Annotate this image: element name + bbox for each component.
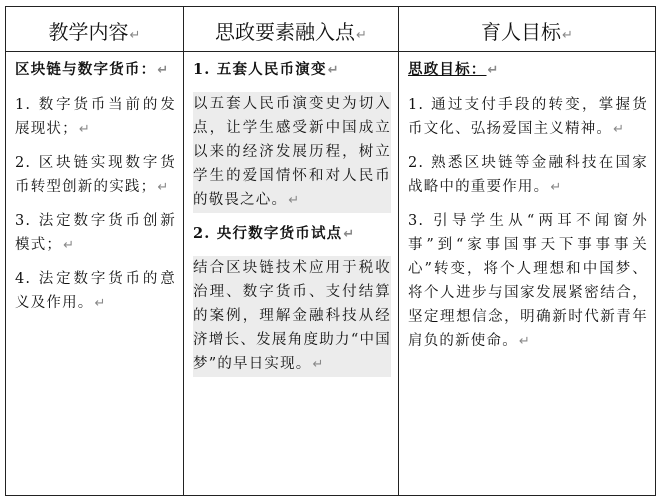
teaching-content-cell xyxy=(6,52,184,496)
header-row xyxy=(6,7,656,52)
content-row xyxy=(6,52,656,496)
content-title: 区块链与数字货币：↵ xyxy=(15,61,170,78)
education-goals-cell xyxy=(399,52,656,496)
section-heading: 2. 央行数字货币试点↵ xyxy=(193,225,356,242)
content-item: 3. 法定数字货币创新模式；↵ xyxy=(15,213,176,253)
section-heading: 1. 五套人民币演变↵ xyxy=(193,61,340,78)
paragraph-mark-icon: ↵ xyxy=(129,27,141,43)
paragraph-mark-icon: ↵ xyxy=(356,27,367,43)
goals-title: 思政目标：↵ xyxy=(408,61,500,78)
section-body: 以五套人民币演变史为切入点，让学生感受新中国成立以来的经济发展历程，树立学生的爱国情怀和对人民币的敬畏之心。↵ xyxy=(193,92,391,213)
header-education-goals: 育人目标↵ xyxy=(399,7,656,52)
goal-item: 1. 通过支付手段的转变，掌握货币文化、弘扬爱国主义精神。↵ xyxy=(408,97,648,137)
content-item: 4. 法定数字货币的意义及作用。↵ xyxy=(15,271,176,311)
section-body: 结合区块链技术应用于税收治理、数字货币、支付结算的案例，理解金融科技从经济增长、发展角度助力“中国梦”的早日实现。↵ xyxy=(193,256,391,377)
goal-item: 2. 熟悉区块链等金融科技在国家战略中的重要作用。↵ xyxy=(408,155,648,195)
ideological-points-cell xyxy=(184,52,399,496)
header-teaching-content: 教学内容↵ xyxy=(6,7,184,52)
goal-item: 3. 引导学生从“两耳不闻窗外事”到“家事国事天下事事事关心”转变，将个人理想和中国梦、将个人进步与国家发展紧密结合，坚定理想信念，明确新时代新青年肩负的新使命。↵ xyxy=(408,213,648,349)
content-item: 2. 区块链实现数字货币转型创新的实践；↵ xyxy=(15,155,176,195)
paragraph-mark-icon: ↵ xyxy=(562,27,573,43)
content-item: 1. 数字货币当前的发展现状；↵ xyxy=(15,97,176,137)
teaching-plan-table xyxy=(5,6,656,496)
header-ideological-points: 思政要素融入点↵ xyxy=(184,7,399,52)
